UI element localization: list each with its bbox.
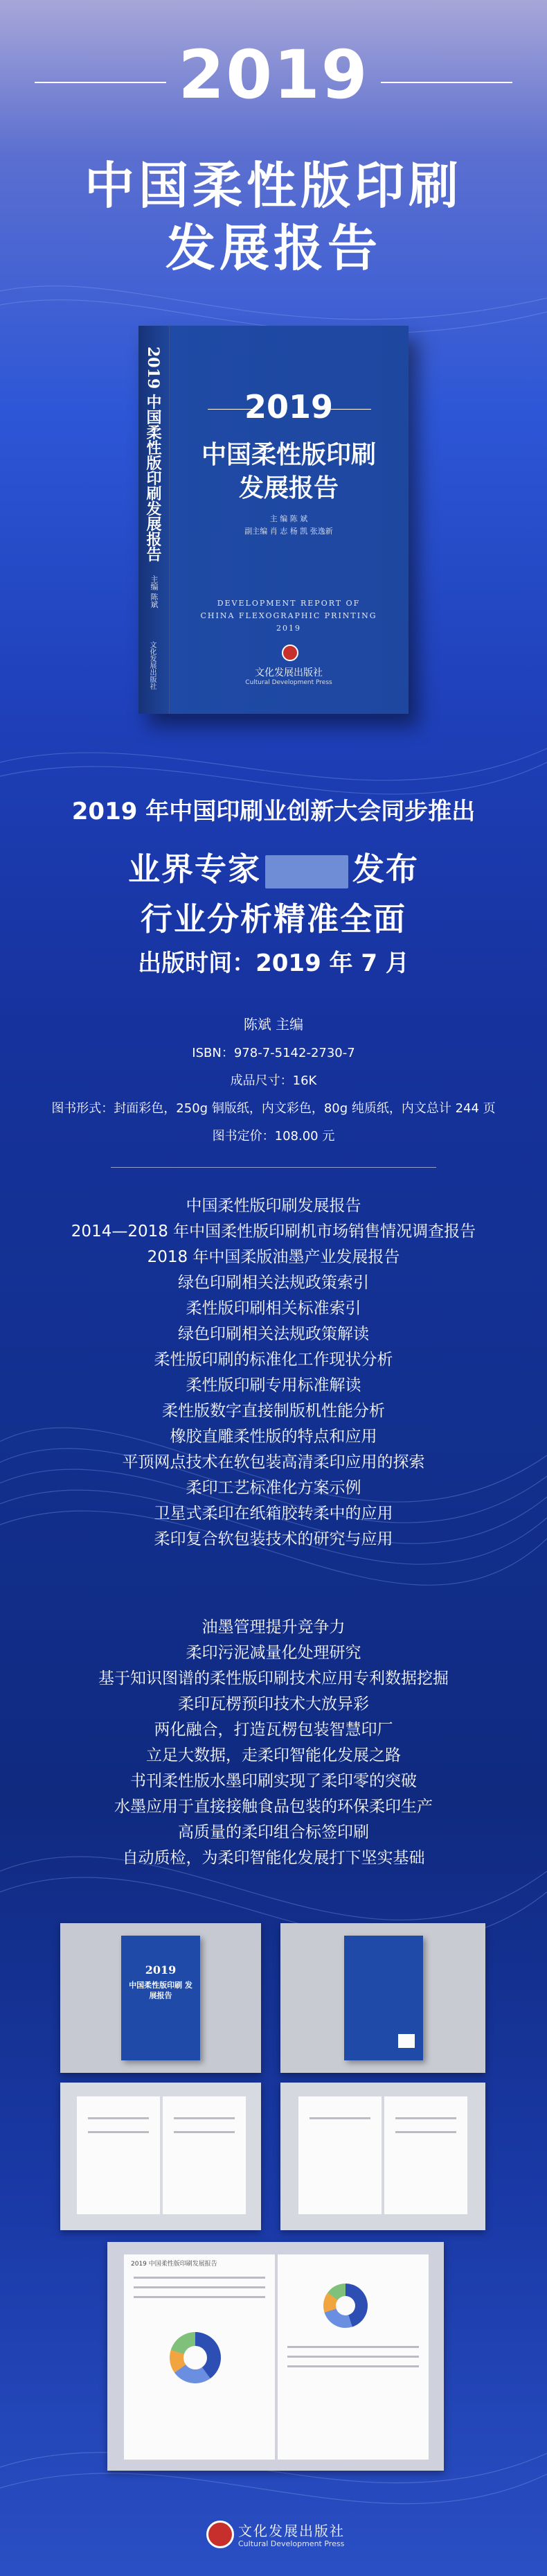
editor-line: 陈斌 主编 bbox=[243, 1016, 304, 1033]
cover-publisher: 文化发展出版社 bbox=[255, 667, 323, 678]
list-item: 基于知识图谱的柔性版印刷技术应用专利数据挖掘 bbox=[98, 1670, 449, 1688]
text-line bbox=[174, 2131, 235, 2133]
list-item: 平顶网点技术在软包装高清柔印应用的探索 bbox=[122, 1453, 425, 1471]
cover-year: 2019 bbox=[244, 388, 334, 426]
text-line bbox=[287, 2356, 419, 2358]
mini-book-year: 2019 bbox=[145, 1963, 177, 1977]
spine-editor: 主编 陈斌 bbox=[150, 575, 159, 608]
page-left bbox=[298, 2096, 382, 2214]
text-line bbox=[134, 2296, 265, 2298]
contents-list-1 bbox=[0, 1193, 547, 1552]
page-right bbox=[384, 2096, 467, 2214]
text-line bbox=[88, 2117, 149, 2119]
headline-line1 bbox=[0, 844, 547, 890]
list-item: 柔性版印刷专用标准解读 bbox=[186, 1376, 361, 1394]
cover-title-line2: 发展报告 bbox=[238, 473, 339, 502]
text-line bbox=[310, 2117, 370, 2119]
list-item: 柔性版印刷的标准化工作现状分析 bbox=[154, 1351, 393, 1369]
cover-title-line1: 中国柔性版印刷 bbox=[201, 440, 376, 469]
publisher-logo-icon bbox=[206, 2521, 234, 2548]
text-line bbox=[287, 2365, 419, 2367]
list-item: 书刊柔性版水墨印刷实现了柔印零的突破 bbox=[130, 1772, 417, 1790]
cover-english-line1: DEVELOPMENT REPORT OF bbox=[217, 599, 361, 608]
publisher-logo-icon bbox=[282, 645, 298, 661]
text-line bbox=[134, 2286, 265, 2288]
list-item: 2014—2018 年中国柔性版印刷机市场销售情况调查报告 bbox=[71, 1223, 476, 1241]
isbn-line: ISBN：978-7-5142-2730-7 bbox=[192, 1046, 355, 1060]
headline-line1-after: 发布 bbox=[352, 850, 419, 888]
list-item: 橡胶直雕柔性版的特点和应用 bbox=[170, 1428, 377, 1446]
list-item: 油墨管理提升竞争力 bbox=[201, 1618, 346, 1636]
list-item: 高质量的柔印组合标签印刷 bbox=[178, 1823, 369, 1841]
text-line bbox=[134, 2277, 265, 2279]
headline-line1-before: 业界专家 bbox=[128, 850, 261, 888]
list-item: 绿色印刷相关法规政策索引 bbox=[178, 1274, 369, 1292]
footer-publisher-en: Cultural Development Press bbox=[238, 2539, 345, 2548]
publication-time: 出版时间：2019 年 7 月 bbox=[138, 949, 409, 977]
format-line: 图书形式：封面彩色，250g 铜版纸，内文彩色，80g 纯质纸，内文总计 244 页 bbox=[51, 1101, 496, 1116]
text-line bbox=[395, 2117, 456, 2119]
list-item: 立足大数据，走柔印智能化发展之路 bbox=[146, 1746, 401, 1764]
cover-editor: 主 编 陈 斌 bbox=[269, 514, 308, 523]
cover-subeditors: 副主编 肖 志 杨 凯 张逸新 bbox=[244, 527, 333, 536]
list-item: 中国柔性版印刷发展报告 bbox=[186, 1197, 361, 1215]
header-year: 2019 bbox=[178, 36, 369, 114]
contents-list-2 bbox=[0, 1615, 547, 1871]
section-divider bbox=[111, 1167, 436, 1168]
list-item: 2018 年中国柔版油墨产业发展报告 bbox=[147, 1248, 400, 1266]
text-line bbox=[174, 2117, 235, 2119]
list-item: 柔印工艺标准化方案示例 bbox=[186, 1479, 361, 1497]
list-item: 自动质检，为柔印智能化发展打下坚实基础 bbox=[122, 1849, 425, 1867]
page-right bbox=[163, 2096, 246, 2214]
lead-line: 2019 年中国印刷业创新大会同步推出 bbox=[71, 798, 476, 825]
mini-book-title: 中国柔性版印刷 发展报告 bbox=[129, 1981, 192, 2000]
size-line: 成品尺寸：16K bbox=[230, 1074, 317, 1088]
photo-book-front bbox=[60, 1923, 261, 2073]
page-header: 2019 中国柔性版印刷发展报告 bbox=[131, 2261, 217, 2268]
text-line bbox=[287, 2346, 419, 2348]
list-item: 卫星式柔印在纸箱胶转柔中的应用 bbox=[154, 1505, 393, 1523]
cover-english-line3: 2019 bbox=[276, 624, 301, 633]
list-item: 水墨应用于直接接触食品包装的环保柔印生产 bbox=[114, 1798, 433, 1816]
page-left bbox=[77, 2096, 160, 2214]
header-title-line1: 中国柔性版印刷 bbox=[84, 156, 463, 215]
photo-book-back bbox=[280, 1923, 485, 2073]
price-line: 图书定价：108.00 元 bbox=[212, 1129, 335, 1144]
photo-inner-spread bbox=[107, 2242, 444, 2471]
footer-publisher-cn: 文化发展出版社 bbox=[238, 2523, 345, 2539]
list-item: 柔印污泥减量化处理研究 bbox=[186, 1644, 361, 1662]
list-item: 两化融合，打造瓦楞包装智慧印厂 bbox=[154, 1721, 393, 1739]
text-line bbox=[88, 2131, 149, 2133]
headline-line2: 行业分析精准全面 bbox=[141, 900, 406, 938]
spine-title: 2019 中国柔性版印刷发展报告 bbox=[144, 347, 162, 562]
cover-english-line2: CHINA FLEXOGRAPHIC PRINTING bbox=[200, 611, 377, 620]
cover-publisher-en: Cultural Development Press bbox=[245, 679, 332, 686]
donut-chart-right bbox=[323, 2284, 368, 2328]
redacted-block bbox=[265, 855, 348, 888]
list-item: 绿色印刷相关法规政策解读 bbox=[178, 1325, 369, 1343]
text-line bbox=[395, 2131, 456, 2133]
header-title-line2: 发展报告 bbox=[165, 218, 382, 277]
list-item: 柔印瓦楞预印技术大放异彩 bbox=[178, 1695, 369, 1713]
photo-inner-pages-1 bbox=[60, 2083, 261, 2230]
spine-publisher: 文化发展出版社 bbox=[148, 641, 156, 690]
donut-chart-left bbox=[170, 2332, 221, 2383]
barcode bbox=[398, 2034, 415, 2048]
list-item: 柔印复合软包装技术的研究与应用 bbox=[154, 1530, 393, 1548]
list-item: 柔性版印刷相关标准索引 bbox=[186, 1299, 361, 1317]
list-item: 柔性版数字直接制版机性能分析 bbox=[162, 1402, 385, 1420]
photo-inner-pages-2 bbox=[280, 2083, 485, 2230]
